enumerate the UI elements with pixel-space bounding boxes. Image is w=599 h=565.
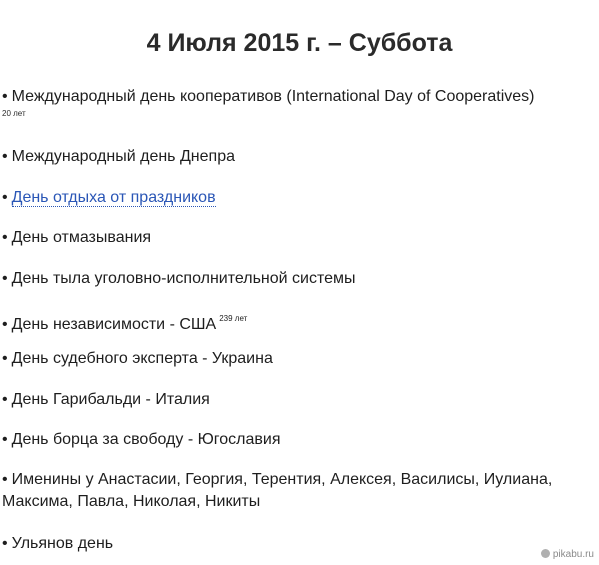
list-item bbox=[2, 429, 594, 451]
list-item-text: Международный день Днепра bbox=[11, 148, 235, 165]
holiday-link[interactable]: День отдыха от праздников bbox=[11, 189, 216, 206]
list-item-text: День борца за свободу - Югославия bbox=[11, 431, 281, 448]
list-item bbox=[2, 187, 594, 209]
bullet-icon: • bbox=[2, 535, 8, 552]
list-item bbox=[2, 348, 594, 370]
site-logo-icon bbox=[541, 549, 550, 558]
list-item bbox=[2, 86, 594, 108]
page-title: 4 Июля 2015 г. – Суббота bbox=[146, 28, 453, 57]
watermark-text: pikabu.ru bbox=[552, 549, 594, 560]
bullet-icon: • bbox=[2, 148, 8, 165]
bullet-icon: • bbox=[2, 316, 8, 333]
years-superscript: 239 лет bbox=[219, 314, 248, 323]
bullet-icon: • bbox=[2, 431, 8, 448]
list-item-text: День тыла уголовно-исполнительной системы bbox=[11, 270, 356, 287]
list-item bbox=[2, 533, 594, 555]
list-item bbox=[2, 389, 594, 411]
years-note: 20 лет bbox=[2, 109, 26, 118]
bullet-icon: • bbox=[2, 189, 8, 206]
list-item-text: Международный день кооперативов (International Day of Cooperatives) bbox=[11, 88, 535, 105]
list-item bbox=[2, 308, 594, 336]
list-item bbox=[2, 268, 594, 290]
list-item bbox=[2, 469, 594, 513]
list-item bbox=[2, 227, 594, 249]
bullet-icon: • bbox=[2, 391, 8, 408]
bullet-icon: • bbox=[2, 270, 8, 287]
list-item-text: День судебного эксперта - Украина bbox=[11, 350, 273, 367]
bullet-icon: • bbox=[2, 229, 8, 246]
bullet-icon: • bbox=[2, 350, 8, 367]
list-item-text: День Гарибальди - Италия bbox=[11, 391, 210, 408]
list-item-text: День отмазывания bbox=[11, 229, 152, 246]
list-item-text: День независимости - США bbox=[11, 316, 217, 333]
watermark bbox=[541, 549, 594, 560]
list-item bbox=[2, 146, 594, 168]
list-item-text: Ульянов день bbox=[11, 535, 114, 552]
list-item-text: Именины у Анастасии, Георгия, Терентия, Алексея, Василисы, Иулиана, Максима, Павла, Николая, Никиты bbox=[2, 471, 553, 510]
bullet-icon: • bbox=[2, 471, 8, 488]
bullet-icon: • bbox=[2, 88, 8, 105]
